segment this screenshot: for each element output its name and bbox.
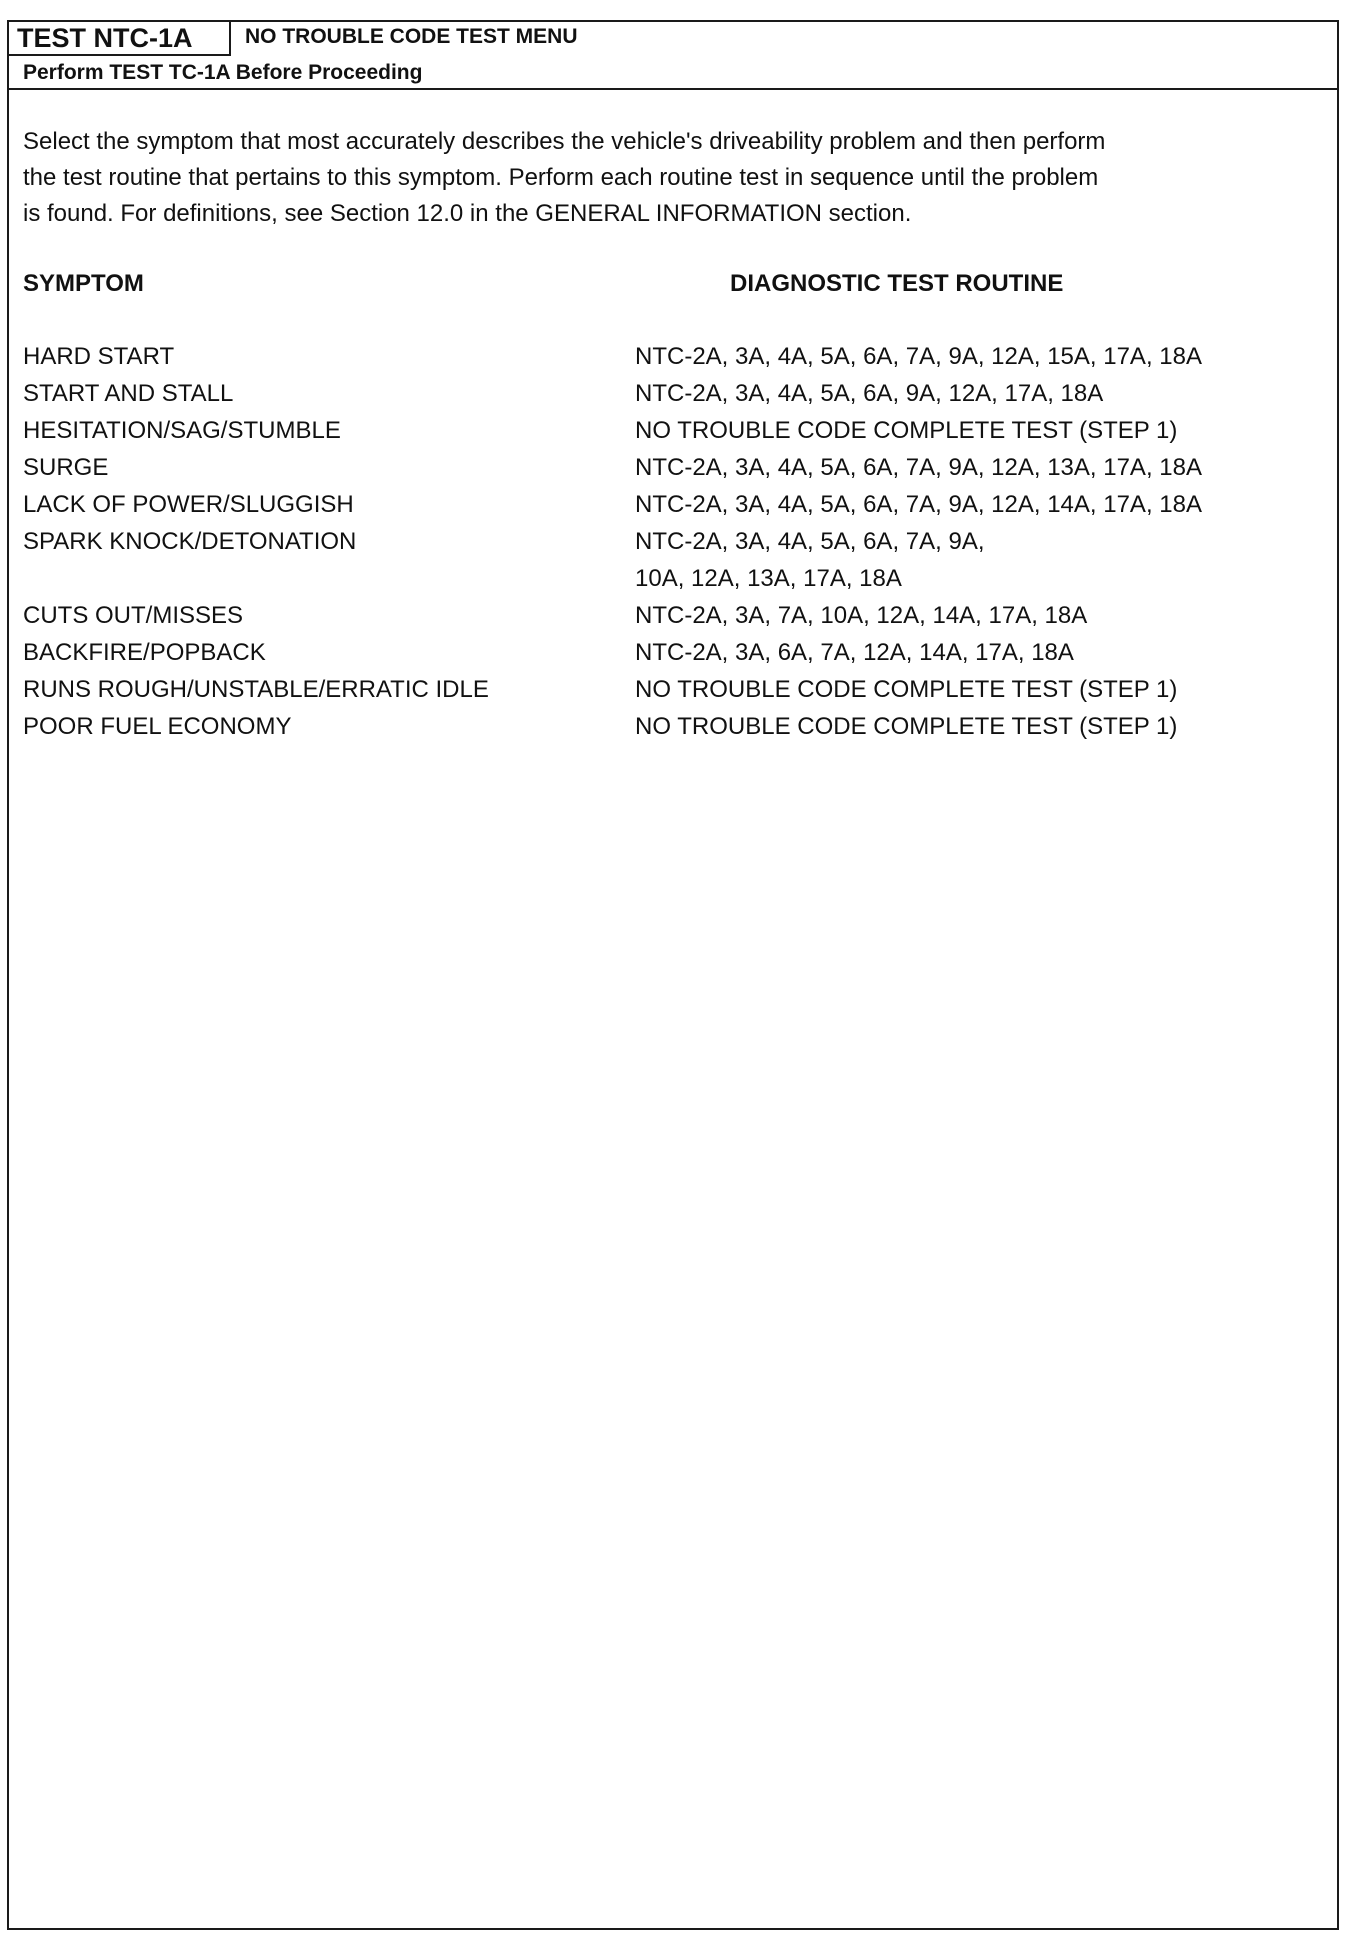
symptom-cell: CUTS OUT/MISSES	[23, 602, 244, 629]
routine-cell: NTC-2A, 3A, 4A, 5A, 6A, 7A, 9A, 10A, 12A, 13A, 17A, 18A	[635, 528, 985, 592]
symptom-cell: SPARK KNOCK/DETONATION	[23, 528, 357, 555]
routine-cell: NTC-2A, 3A, 4A, 5A, 6A, 7A, 9A, 12A, 13A, 17A, 18A	[635, 454, 1202, 481]
table-row	[23, 671, 1333, 708]
routine-cell: NTC-2A, 3A, 4A, 5A, 6A, 7A, 9A, 12A, 15A, 17A, 18A	[635, 343, 1202, 370]
table-row	[23, 375, 1333, 412]
symptom-cell: BACKFIRE/POPBACK	[23, 639, 266, 666]
routine-cell: NO TROUBLE CODE COMPLETE TEST (STEP 1)	[635, 676, 1178, 703]
prerequisite-text: Perform TEST TC-1A Before Proceeding	[23, 61, 423, 84]
symptom-cell: LACK OF POWER/SLUGGISH	[23, 491, 354, 518]
routine-cell: NO TROUBLE CODE COMPLETE TEST (STEP 1)	[635, 417, 1178, 444]
prerequisite-row	[9, 56, 1337, 90]
routine-cell: NO TROUBLE CODE COMPLETE TEST (STEP 1)	[635, 713, 1178, 740]
symptom-table	[23, 338, 1333, 745]
symptom-cell: HESITATION/SAG/STUMBLE	[23, 417, 341, 444]
symptom-cell: HARD START	[23, 343, 175, 370]
table-row	[23, 412, 1333, 449]
test-id-box: TEST NTC-1A	[9, 22, 231, 56]
routine-cell: NTC-2A, 3A, 6A, 7A, 12A, 14A, 17A, 18A	[635, 639, 1074, 666]
table-row	[23, 597, 1333, 634]
intro-paragraph: Select the symptom that most accurately describes the vehicle's driveability problem and then perform the test routine that pertains to this symptom. Perform each routine test in sequence until the problem is found. For definitions, see Section 12.0 in the GENERAL INFORMATION section.	[23, 128, 1106, 227]
routine-cell: NTC-2A, 3A, 4A, 5A, 6A, 9A, 12A, 17A, 18A	[635, 380, 1104, 407]
symptom-column-header: SYMPTOM	[23, 270, 144, 297]
routine-column-header: DIAGNOSTIC TEST ROUTINE	[730, 270, 1064, 297]
table-row	[23, 338, 1333, 375]
table-row	[23, 486, 1333, 523]
test-title: NO TROUBLE CODE TEST MENU	[245, 25, 578, 48]
symptom-cell: SURGE	[23, 454, 109, 481]
routine-cell: NTC-2A, 3A, 4A, 5A, 6A, 7A, 9A, 12A, 14A, 17A, 18A	[635, 491, 1202, 518]
table-row	[23, 708, 1333, 745]
table-row	[23, 634, 1333, 671]
table-row	[23, 523, 1333, 597]
symptom-cell: RUNS ROUGH/UNSTABLE/ERRATIC IDLE	[23, 676, 489, 703]
routine-cell: NTC-2A, 3A, 7A, 10A, 12A, 14A, 17A, 18A	[635, 602, 1088, 629]
header-row	[9, 22, 1337, 55]
table-row	[23, 449, 1333, 486]
symptom-cell: START AND STALL	[23, 380, 234, 407]
document-frame	[7, 20, 1339, 1930]
symptom-cell: POOR FUEL ECONOMY	[23, 713, 292, 740]
